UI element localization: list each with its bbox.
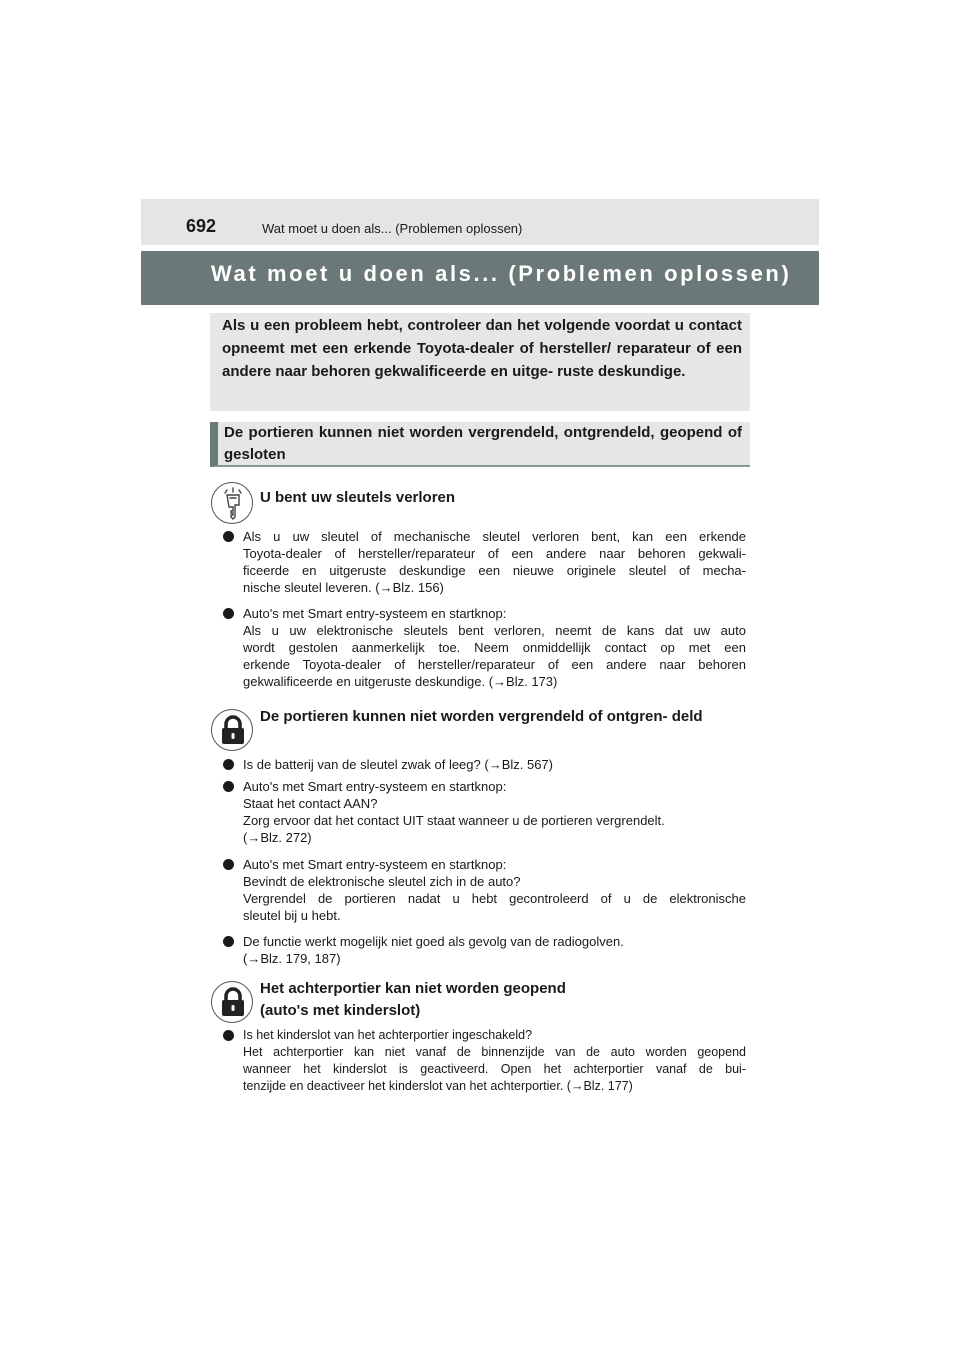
key-icon	[211, 482, 253, 524]
bullet-dot	[223, 859, 234, 870]
intro-text: Als u een probleem hebt, controleer dan het volgende voordat u contact opneemt met een erkende Toyota-dealer of hersteller/ reparateur of een andere naar behoren gekwalificeerde en uitge- ruste deskundige.	[222, 317, 742, 380]
subsection-heading-child-lock: Het achterportier kan niet worden geopend (auto's met kinderslot)	[260, 980, 566, 1019]
bullet-dot	[223, 781, 234, 792]
section-heading: De portieren kunnen niet worden vergrendeld, ontgrendeld, geopend of gesloten	[224, 424, 742, 463]
page-title: Wat moet u doen als... (Problemen oplossen)	[211, 261, 792, 286]
list-item: Als u uw sleutel of mechanische sleutel verloren bent, kan een erkende Toyota-dealer of hersteller/reparateur of een andere naar behoren gekwali- ficeerde en uitgeruste deskundige een nieuwe originele sleutel of mecha- nische sleutel leveren. (→Blz. 156)	[223, 528, 746, 596]
bullet-dot	[223, 759, 234, 770]
page-number: 692	[186, 216, 217, 236]
list-item: Is de batterij van de sleutel zwak of leeg? (→Blz. 567)	[223, 756, 746, 773]
bullet-dot	[223, 608, 234, 619]
padlock-icon	[211, 709, 253, 751]
list-item: De functie werkt mogelijk niet goed als gevolg van de radiogolven. (→Blz. 179, 187)	[223, 933, 746, 967]
list-item: Auto's met Smart entry-systeem en startknop: Staat het contact AAN? Zorg ervoor dat het contact UIT staat wanneer u de portieren vergrendelt. (→Blz. 272)	[223, 778, 746, 846]
bullet-dot	[223, 1030, 234, 1041]
running-head: Wat moet u doen als... (Problemen oplossen)	[262, 221, 523, 236]
padlock-icon	[211, 981, 253, 1023]
list-item: Is het kinderslot van het achterportier ingeschakeld? Het achterportier kan niet vanaf de binnenzijde van de auto worden geopend wanneer het kinderslot is geactiveerd. Open het achterportier vanaf de bui- tenzijde en deactiveer het kinderslot van het achterportier. (→Blz. 177)	[223, 1027, 746, 1095]
list-item: Auto's met Smart entry-systeem en startknop: Bevindt de elektronische sleutel zich in de auto? Vergrendel de portieren nadat u hebt gecontroleerd of u de elektronische sleutel bij u hebt.	[223, 856, 746, 924]
bullet-dot	[223, 531, 234, 542]
list-item: Auto's met Smart entry-systeem en startknop: Als u uw elektronische sleutels bent verloren, neemt de kans dat uw auto wordt gestolen aanmerkelijk toe. Neem onmiddellijk contact op met een erkende Toyota-dealer of hersteller/reparateur of een andere naar behoren gekwalificeerde en uitgeruste deskundige. (→Blz. 173)	[223, 605, 746, 690]
subsection-heading-locking: De portieren kunnen niet worden vergrendeld of ontgren- deld	[260, 708, 703, 725]
bullet-dot	[223, 936, 234, 947]
subsection-heading-lost-keys: U bent uw sleutels verloren	[260, 489, 456, 506]
